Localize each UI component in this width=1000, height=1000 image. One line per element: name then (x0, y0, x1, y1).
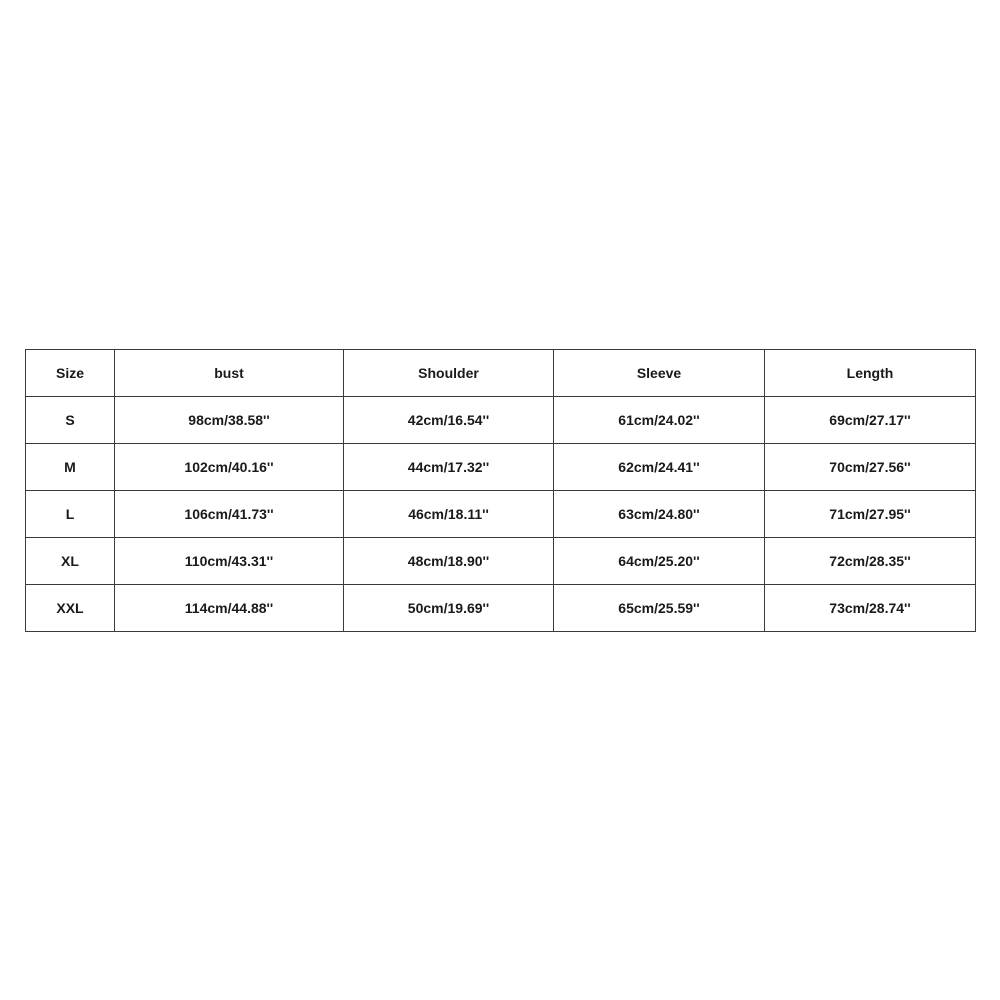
cell-shoulder: 48cm/18.90'' (344, 538, 554, 585)
cell-shoulder: 42cm/16.54'' (344, 397, 554, 444)
cell-size: S (26, 397, 115, 444)
cell-sleeve: 62cm/24.41'' (554, 444, 765, 491)
header-sleeve: Sleeve (554, 350, 765, 397)
cell-bust: 114cm/44.88'' (115, 585, 344, 632)
cell-shoulder: 46cm/18.11'' (344, 491, 554, 538)
header-shoulder: Shoulder (344, 350, 554, 397)
cell-sleeve: 61cm/24.02'' (554, 397, 765, 444)
cell-shoulder: 50cm/19.69'' (344, 585, 554, 632)
table-body (26, 397, 976, 632)
cell-length: 69cm/27.17'' (765, 397, 976, 444)
cell-length: 70cm/27.56'' (765, 444, 976, 491)
cell-bust: 98cm/38.58'' (115, 397, 344, 444)
cell-sleeve: 65cm/25.59'' (554, 585, 765, 632)
cell-size: M (26, 444, 115, 491)
cell-length: 71cm/27.95'' (765, 491, 976, 538)
table-row (26, 397, 976, 444)
cell-size: XXL (26, 585, 115, 632)
cell-shoulder: 44cm/17.32'' (344, 444, 554, 491)
table-row (26, 491, 976, 538)
header-length: Length (765, 350, 976, 397)
cell-bust: 110cm/43.31'' (115, 538, 344, 585)
table-row (26, 538, 976, 585)
table-header (26, 350, 976, 397)
cell-size: L (26, 491, 115, 538)
cell-size: XL (26, 538, 115, 585)
cell-sleeve: 63cm/24.80'' (554, 491, 765, 538)
cell-bust: 102cm/40.16'' (115, 444, 344, 491)
cell-length: 72cm/28.35'' (765, 538, 976, 585)
size-chart-table (25, 349, 976, 632)
header-size: Size (26, 350, 115, 397)
header-row (26, 350, 976, 397)
cell-bust: 106cm/41.73'' (115, 491, 344, 538)
table-row (26, 585, 976, 632)
table-row (26, 444, 976, 491)
cell-length: 73cm/28.74'' (765, 585, 976, 632)
header-bust: bust (115, 350, 344, 397)
cell-sleeve: 64cm/25.20'' (554, 538, 765, 585)
